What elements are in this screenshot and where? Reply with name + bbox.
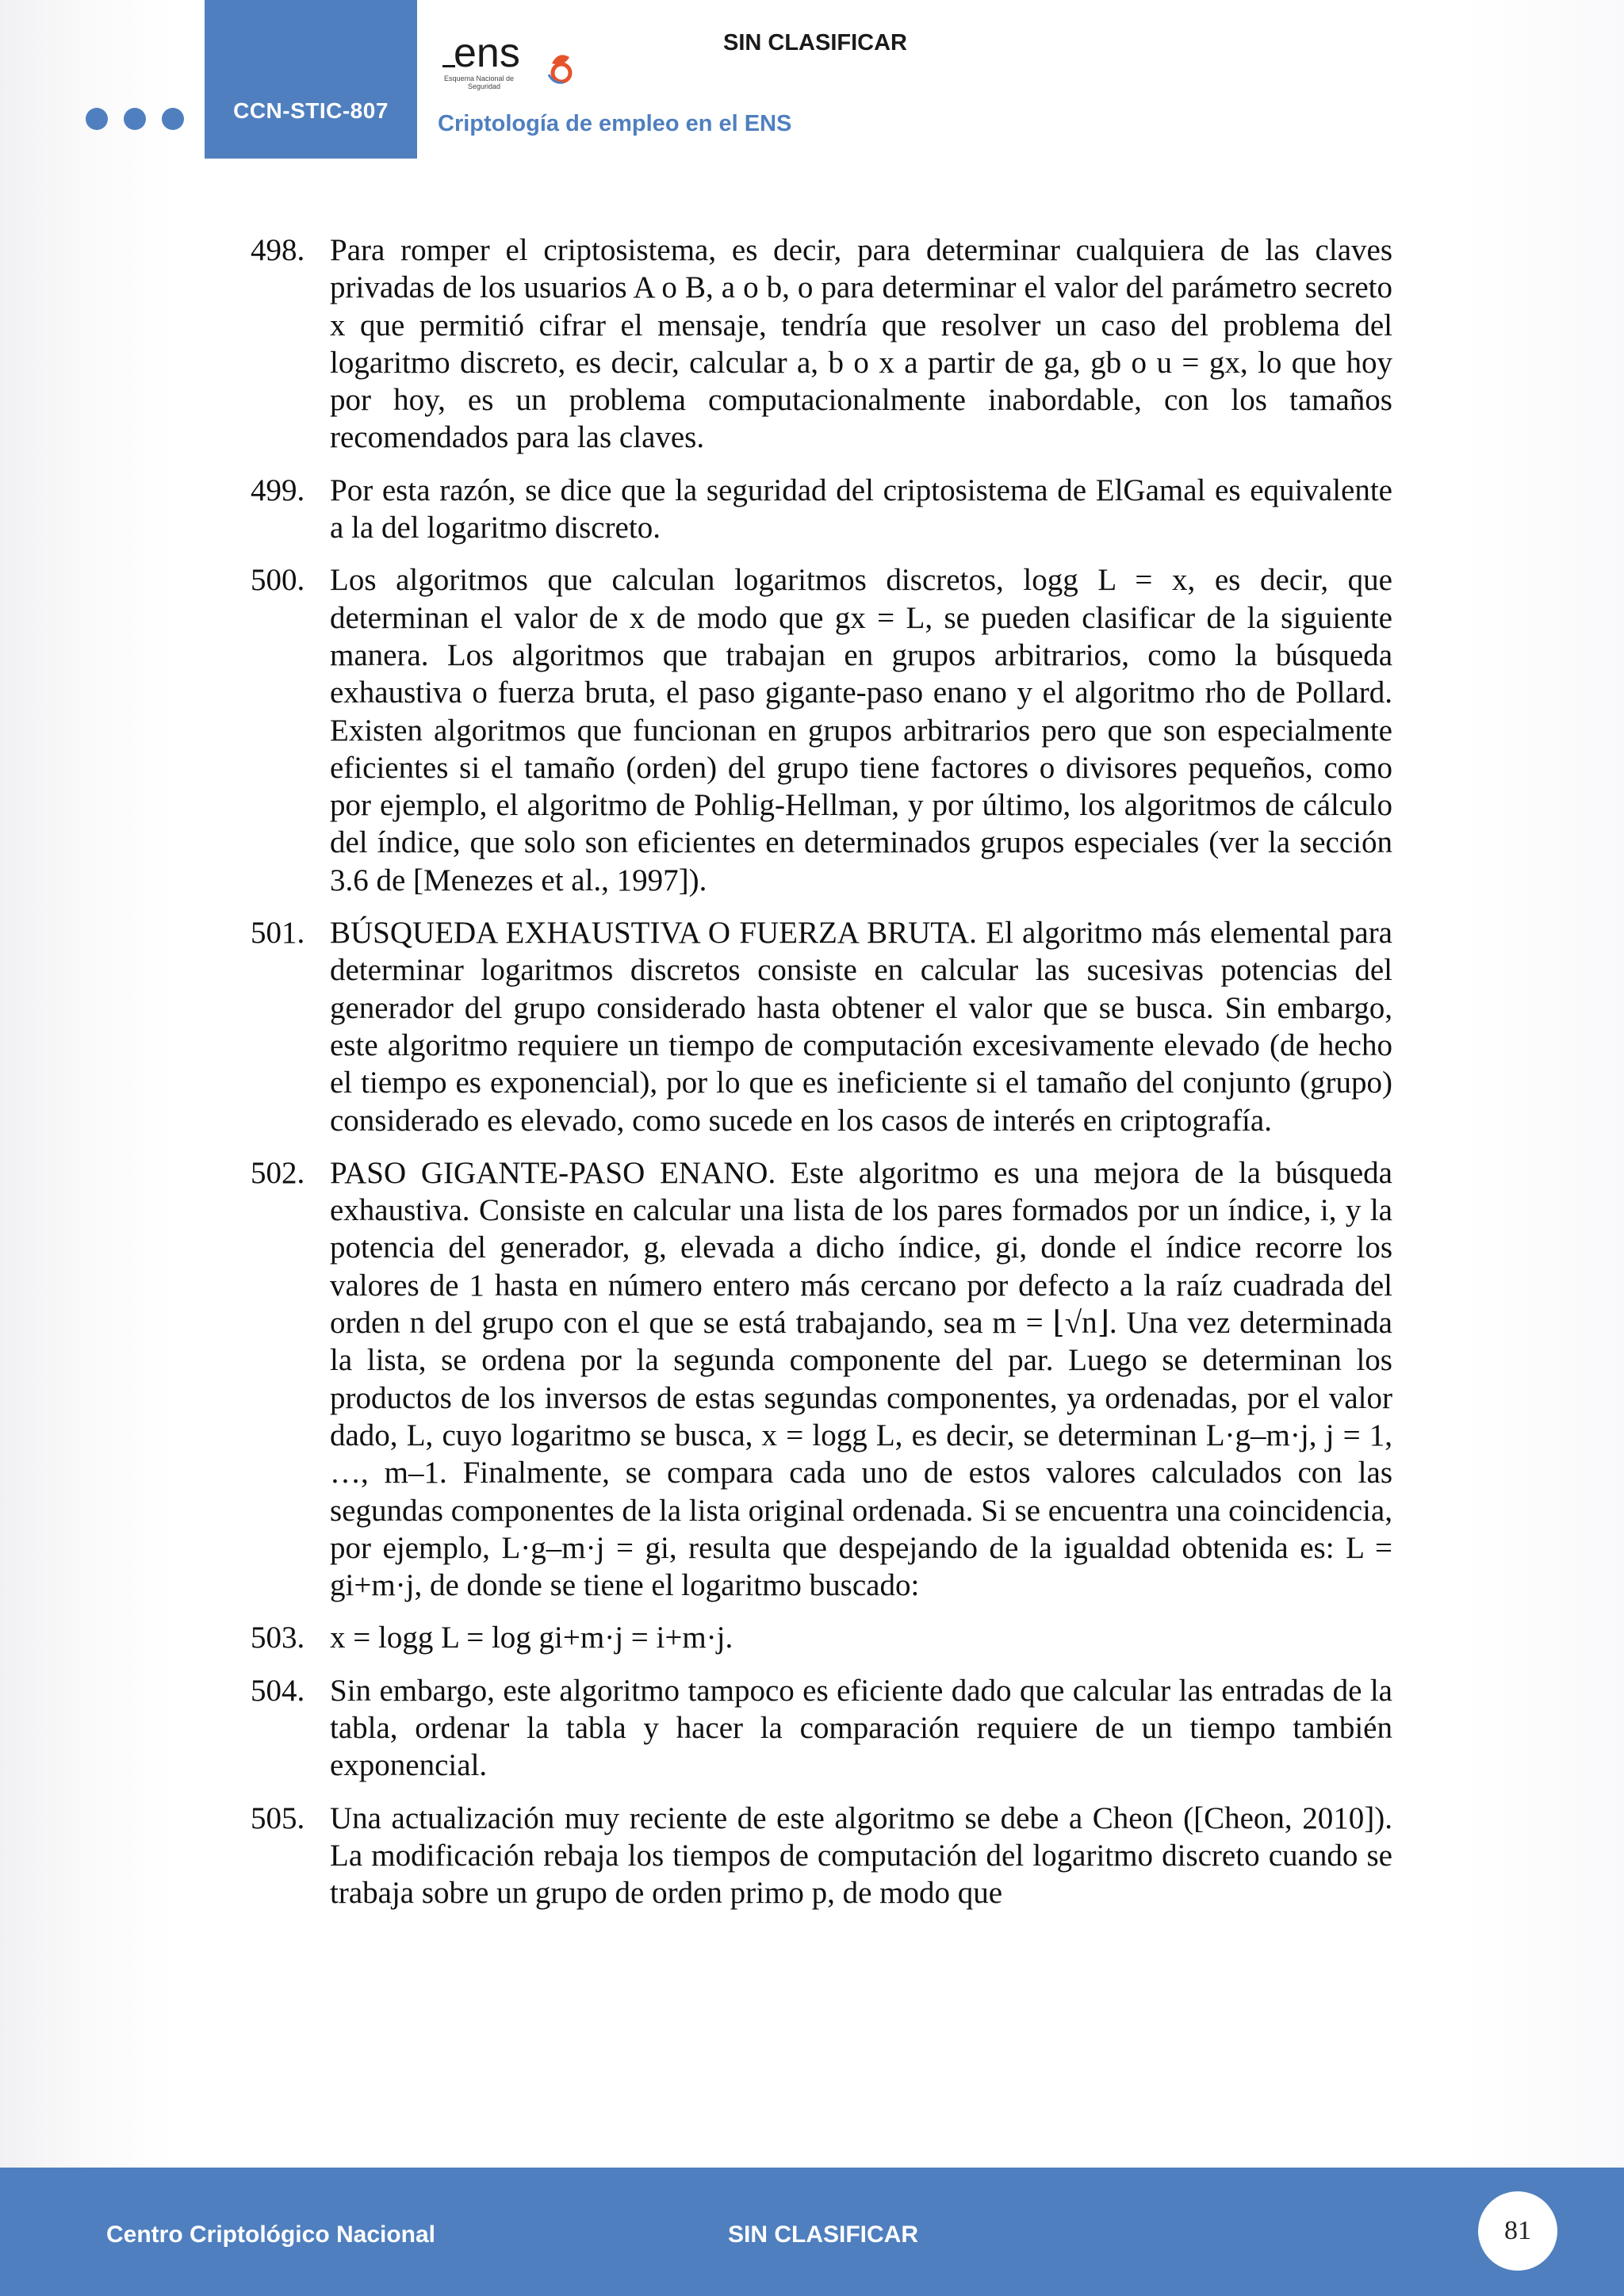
page-number: 81 — [1504, 2216, 1531, 2245]
paragraph-text: x = logg L = log gi+m·j = i+m·j. — [330, 1621, 733, 1655]
paragraph-number: 501. — [251, 916, 305, 951]
paragraph-text: Los algoritmos que calculan logaritmos discretos, logg L = x, es decir, que determinan el valor de x de modo que gx = L, se pueden clasificar de la siguiente manera. Los algoritmos que trabajan en grupos arbitrarios, como la búsqueda exhaustiva o fuerza bruta, el paso gigante-paso enano y el algoritmo rho de Pollard. Existen algoritmos que funcionan en grupos arbitrarios pero que son especialmente eficientes si el tamaño (orden) del grupo tiene factores o divisores pequeños, como por ejemplo, el algoritmo de Pohlig-Hellman, y por último, los algoritmos de cálculo del índice, que solo son eficientes en determinados grupos especiales (ver la sección 3.6 de [Menezes et al., 1997]). — [330, 563, 1392, 897]
header-subtitle: Criptología de empleo en el ENS — [438, 111, 792, 136]
document-code: CCN-STIC-807 — [233, 98, 389, 123]
paragraph — [251, 472, 1392, 547]
paragraph-number: 500. — [251, 563, 305, 598]
dot-icon — [162, 108, 184, 130]
paragraph-text: BÚSQUEDA EXHAUSTIVA O FUERZA BRUTA. El algoritmo más elemental para determinar logaritmos discretos consiste en calcular las sucesivas potencias del generador del grupo considerado hasta obtener el valor que se busca. Sin embargo, este algoritmo requiere un tiempo de computación excesivamente elevado (de hecho el tiempo es exponencial), por lo que es ineficiente si el tamaño del conjunto (grupo) considerado es elevado, como sucede en los casos de interés en criptografía. — [330, 916, 1392, 1138]
paragraph — [251, 232, 1392, 457]
footer-organization: Centro Criptológico Nacional — [106, 2221, 436, 2248]
dot-icon — [124, 108, 146, 130]
paragraph — [251, 561, 1392, 899]
paragraph-text: Sin embargo, este algoritmo tampoco es eficiente dado que calcular las entradas de la tabla, ordenar la tabla y hacer la comparación requiere de un tiempo también exponencial. — [330, 1673, 1392, 1783]
paragraph — [251, 1800, 1392, 1912]
paragraph-text: PASO GIGANTE-PASO ENANO. Este algoritmo es una mejora de la búsqueda exhaustiva. Consiste en calcular una lista de los pares formados por un índice, i, y la potencia del generador, g, elevada a dicho índice, gi, donde el índice recorre los valores de 1 hasta en número entero más cercano por defecto a la raíz cuadrada del orden n del grupo con el que se está trabajando, sea m = ⌊√n⌋. Una vez determinada la lista, se ordena por la segunda componente del par. Luego se determinan los productos de los inversos de estas segundas componentes, ya ordenadas, por el valor dado, L, cuyo logaritmo se busca, x = logg L, es decir, se determinan L·g–m·j, j = 1, …, m–1. Finalmente, se compara cada uno de estos valores calculados con las segundas componentes de la lista original ordenada. Si se encuentra una coincidencia, por ejemplo, L·g–m·j = gi, resulta que despejando de la igualdad obtenida es: L = gi+m·j, de donde se tiene el logaritmo buscado: — [330, 1155, 1392, 1603]
paragraph — [251, 1619, 1392, 1656]
logo-tagline-2: Seguridad — [468, 82, 501, 90]
paragraph-text: Por esta razón, se dice que la seguridad del criptosistema de ElGamal es equivalente a la del logaritmo discreto. — [330, 473, 1392, 545]
paragraph — [251, 1672, 1392, 1785]
paragraph — [251, 914, 1392, 1139]
page-number-badge — [1478, 2191, 1557, 2271]
header-tab — [205, 0, 417, 159]
paragraph-number: 498. — [251, 233, 305, 267]
logo-tagline-1: Esquema Nacional de — [444, 75, 515, 82]
document-body — [251, 232, 1392, 1927]
paragraph-number: 502. — [251, 1155, 305, 1190]
paragraph — [251, 1154, 1392, 1605]
paragraph-number: 503. — [251, 1621, 305, 1655]
paragraph-text: Una actualización muy reciente de este algoritmo se debe a Cheon ([Cheon, 2010]). La modificación rebaja los tiempos de computación del logaritmo discreto cuando se trabaja sobre un grupo de orden primo p, de modo que — [330, 1800, 1392, 1911]
paragraph-number: 499. — [251, 473, 305, 507]
paragraph-number: 504. — [251, 1673, 305, 1708]
paragraph-text: Para romper el criptosistema, es decir, para determinar cualquiera de las claves privadas de los usuarios A o B, a o b, o para determinar el valor del parámetro secreto x que permitió cifrar el mensaje, tendría que resolver un caso del problema del logaritmo discreto, es decir, calcular a, b o x a partir de ga, gb o u = gx, lo que hoy por hoy, es un problema computacionalmente inabordable, con los tamaños recomendados para las claves. — [330, 233, 1392, 455]
logo-wordmark: ens — [454, 30, 520, 76]
dot-icon — [86, 108, 108, 130]
header-classification: SIN CLASIFICAR — [723, 30, 907, 55]
footer-classification: SIN CLASIFICAR — [728, 2221, 918, 2248]
ens-logo — [441, 29, 584, 92]
paragraph-number: 505. — [251, 1800, 305, 1835]
